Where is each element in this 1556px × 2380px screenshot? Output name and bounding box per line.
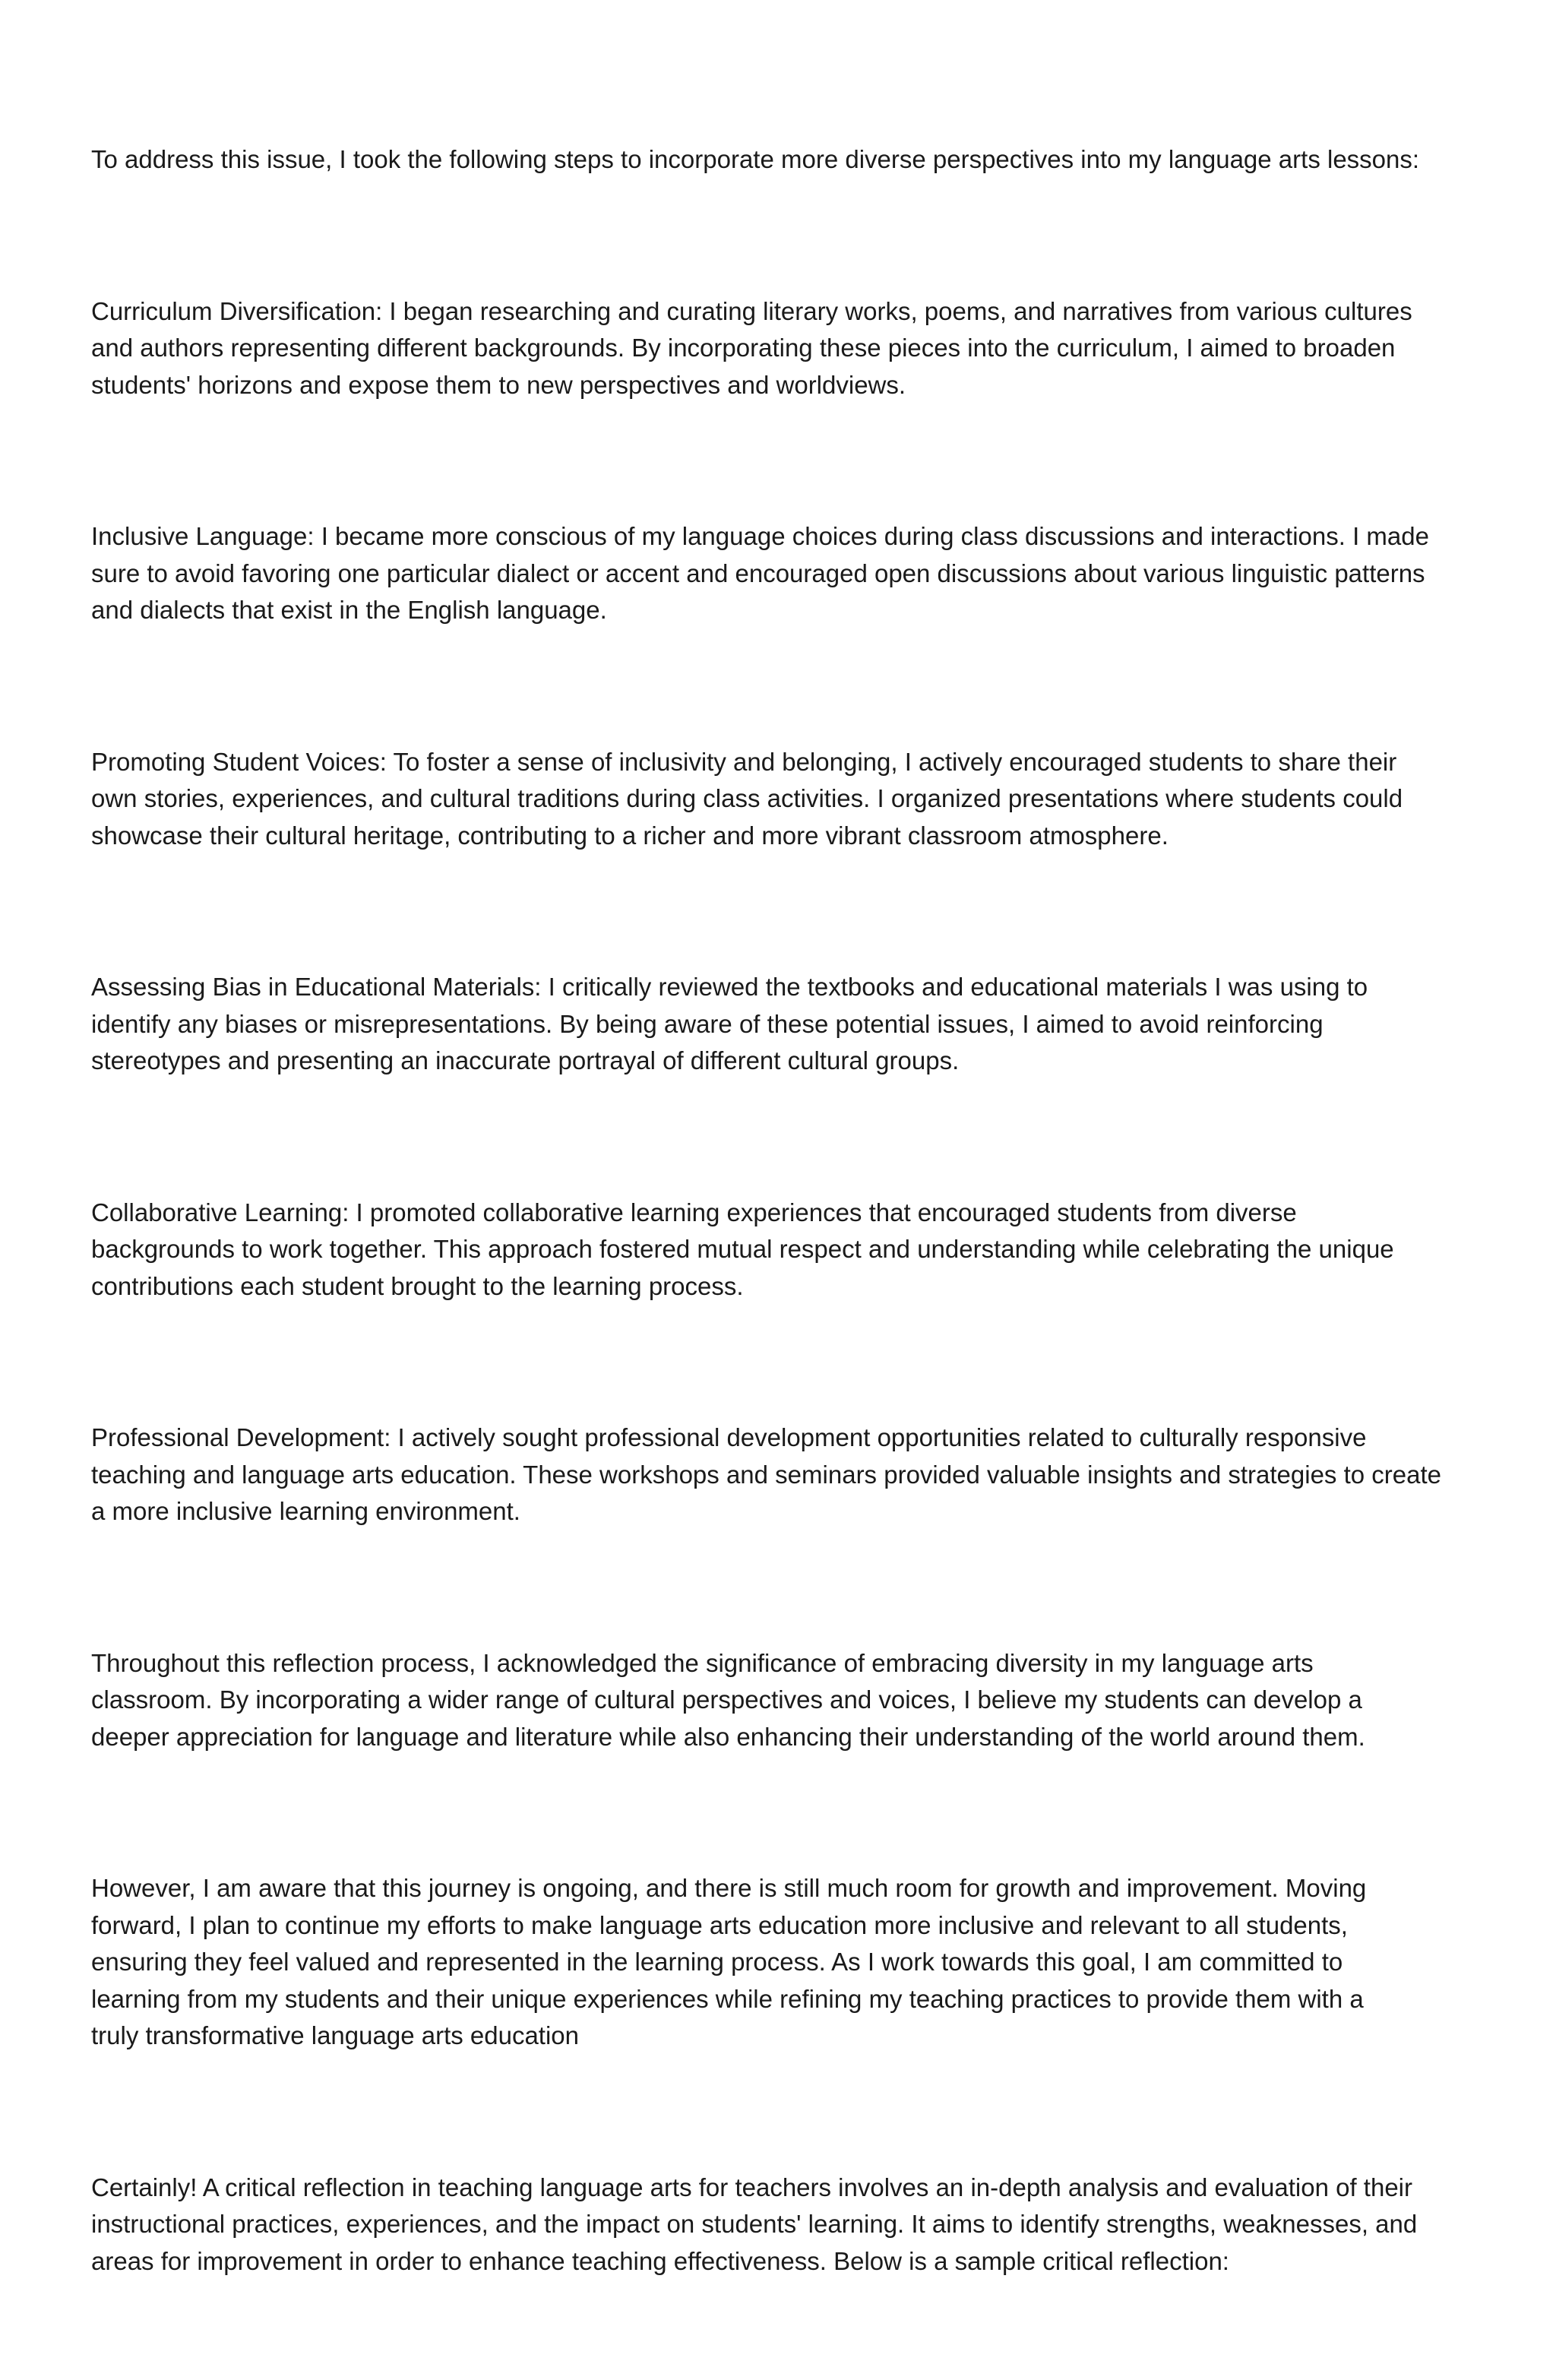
paragraph-line: backgrounds to work together. This approach fostered mutual respect and understanding while celebrating the unique <box>91 1235 1394 1263</box>
paragraph-line: classroom. By incorporating a wider range of cultural perspectives and voices, I believe my students can develop a <box>91 1685 1362 1714</box>
paragraph-line: ensuring they feel valued and represented in the learning process. As I work towards this goal, I am committed to <box>91 1948 1343 1976</box>
paragraph-line: students' horizons and expose them to new perspectives and worldviews. <box>91 370 906 399</box>
paragraph <box>91 969 1488 1080</box>
paragraph-line: Promoting Student Voices: To foster a sense of inclusivity and belonging, I actively encouraged students to share their <box>91 747 1397 776</box>
paragraph-line: a more inclusive learning environment. <box>91 1497 520 1525</box>
paragraph <box>91 744 1488 855</box>
paragraph-line: stereotypes and presenting an inaccurate portrayal of different cultural groups. <box>91 1046 960 1074</box>
paragraph-line: Inclusive Language: I became more conscious of my language choices during class discussions and interactions. I made <box>91 522 1429 550</box>
paragraph-line: However, I am aware that this journey is ongoing, and there is still much room for growth and improvement. Moving <box>91 1874 1367 1902</box>
paragraph <box>91 2170 1488 2280</box>
paragraph <box>91 518 1488 629</box>
paragraph <box>91 293 1488 404</box>
paragraph-line: Assessing Bias in Educational Materials: I critically reviewed the textbooks and educational materials I was using to <box>91 973 1368 1001</box>
paragraph-line: instructional practices, experiences, and the impact on students' learning. It aims to identify strengths, weaknesses, and <box>91 2210 1418 2238</box>
paragraph <box>91 1870 1488 2055</box>
paragraph-line: teaching and language arts education. These workshops and seminars provided valuable insights and strategies to create <box>91 1460 1442 1489</box>
paragraph-line: Collaborative Learning: I promoted collaborative learning experiences that encouraged students from diverse <box>91 1198 1297 1226</box>
paragraph <box>91 1195 1488 1306</box>
paragraph-line: Curriculum Diversification: I began researching and curating literary works, poems, and narratives from various cultures <box>91 296 1412 325</box>
paragraph-line: Certainly! A critical reflection in teaching language arts for teachers involves an in-depth analysis and evaluation of their <box>91 2173 1412 2201</box>
paragraph-line: sure to avoid favoring one particular dialect or accent and encouraged open discussions about various linguistic patterns <box>91 559 1425 587</box>
paragraph-line: To address this issue, I took the following steps to incorporate more diverse perspectives into my language arts lessons: <box>91 145 1420 173</box>
paragraph-line: deeper appreciation for language and literature while also enhancing their understanding of the world around them. <box>91 1722 1365 1751</box>
paragraph-line: contributions each student brought to the learning process. <box>91 1271 744 1300</box>
paragraph-line: truly transformative language arts education <box>91 2021 580 2049</box>
paragraph-line: own stories, experiences, and cultural traditions during class activities. I organized presentations where students could <box>91 784 1403 812</box>
paragraph <box>91 1645 1488 1756</box>
paragraph-line: areas for improvement in order to enhance teaching effectiveness. Below is a sample critical reflection: <box>91 2246 1229 2275</box>
paragraph-line: Professional Development: I actively sought professional development opportunities related to culturally responsive <box>91 1423 1367 1451</box>
paragraph-line: Throughout this reflection process, I acknowledged the significance of embracing diversity in my language arts <box>91 1648 1314 1677</box>
paragraph <box>91 1419 1488 1530</box>
paragraph-line: identify any biases or misrepresentations. By being aware of these potential issues, I aimed to avoid reinforcing <box>91 1009 1324 1038</box>
paragraph-line: showcase their cultural heritage, contributing to a richer and more vibrant classroom atmosphere. <box>91 821 1169 850</box>
paragraph <box>91 141 1488 179</box>
paragraph-line: learning from my students and their unique experiences while refining my teaching practices to provide them with a <box>91 1984 1364 2013</box>
paragraph-line: and authors representing different backgrounds. By incorporating these pieces into the curriculum, I aimed to broaden <box>91 334 1396 362</box>
paragraph-line: and dialects that exist in the English language. <box>91 596 607 624</box>
paragraph-line: forward, I plan to continue my efforts to make language arts education more inclusive and relevant to all students, <box>91 1910 1348 1939</box>
